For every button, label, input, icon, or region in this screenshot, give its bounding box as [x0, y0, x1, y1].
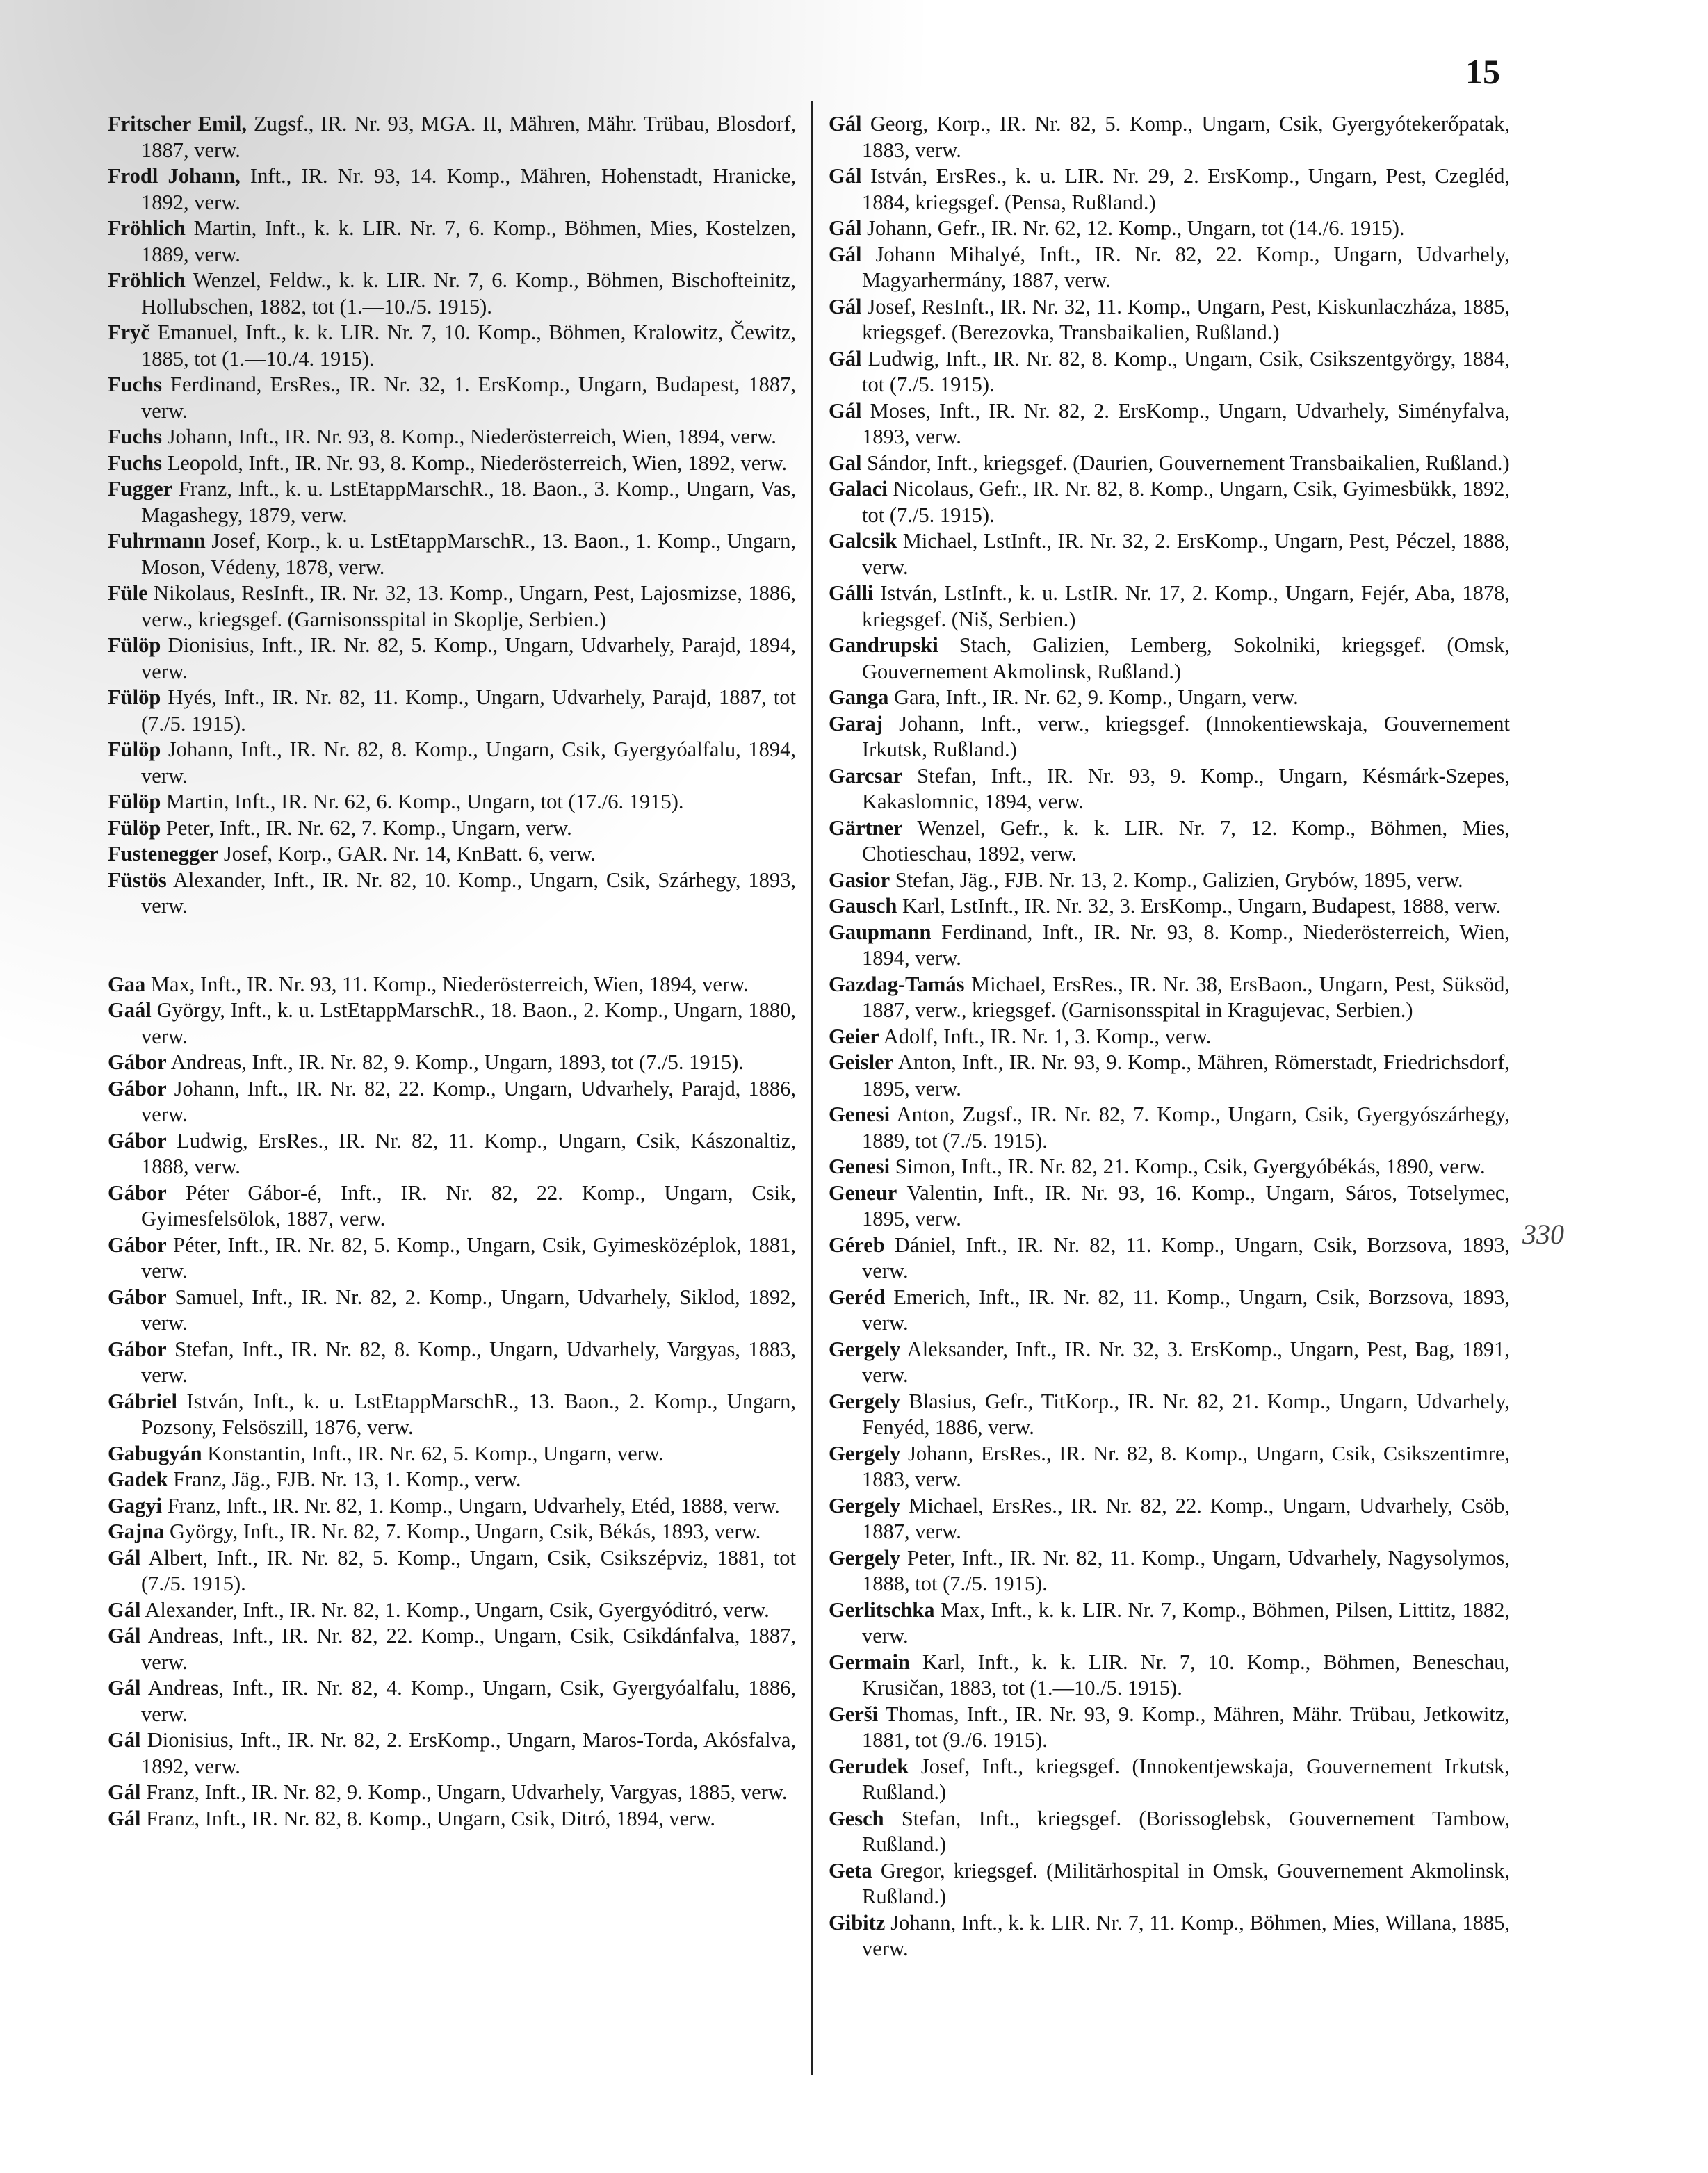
entry-details: Emerich, Inft., IR. Nr. 82, 11. Komp., Ungarn, Csik, Borzsova, 1893, verw.	[862, 1285, 1510, 1335]
list-entry	[829, 1232, 1510, 1285]
entry-surname: Fuchs	[108, 450, 162, 475]
entry-surname: Gál	[108, 1545, 141, 1570]
entry-details: György, Inft., IR. Nr. 82, 7. Komp., Ungarn, Csik, Békás, 1893, verw.	[164, 1520, 761, 1543]
entry-surname: Füstös	[108, 868, 167, 892]
list-entry	[108, 372, 796, 424]
entry-details: Stefan, Jäg., FJB. Nr. 13, 2. Komp., Galizien, Grybów, 1895, verw.	[890, 868, 1463, 892]
right-column	[829, 111, 1510, 1962]
entry-surname: Gábor	[108, 1050, 167, 1074]
entry-details: Aleksander, Inft., IR. Nr. 32, 3. ErsKomp., Ungarn, Pest, Bag, 1891, verw.	[862, 1337, 1510, 1387]
list-entry	[829, 815, 1510, 868]
list-entry	[829, 528, 1510, 580]
list-entry	[829, 450, 1510, 477]
list-entry	[829, 711, 1510, 763]
entry-surname: Gál	[108, 1806, 141, 1830]
entry-surname: Geisler	[829, 1050, 894, 1074]
entry-details: Inft., IR. Nr. 93, 14. Komp., Mähren, Hohenstadt, Hranicke, 1892, verw.	[141, 164, 796, 214]
entry-details: Ludwig, ErsRes., IR. Nr. 82, 11. Komp., Ungarn, Csik, Kászonaltiz, 1888, verw.	[141, 1128, 796, 1178]
list-entry	[108, 528, 796, 580]
list-entry	[829, 1024, 1510, 1050]
list-entry	[108, 868, 796, 920]
list-entry	[108, 1050, 796, 1076]
list-entry	[108, 1180, 796, 1232]
list-entry	[829, 893, 1510, 920]
entry-surname: Fuchs	[108, 373, 162, 396]
list-entry	[108, 1597, 796, 1624]
entry-surname: Gausch	[829, 894, 897, 918]
entry-details: Andreas, Inft., IR. Nr. 82, 22. Komp., Ungarn, Csik, Csikdánfalva, 1887, verw.	[140, 1624, 796, 1674]
entry-surname: Gál	[829, 294, 862, 318]
list-entry	[829, 1545, 1510, 1597]
list-entry	[108, 789, 796, 815]
entry-surname: Fülöp	[108, 815, 161, 840]
list-entry	[108, 1806, 796, 1832]
entry-details: Martin, Inft., IR. Nr. 62, 6. Komp., Ungarn, tot (17./6. 1915).	[161, 790, 684, 813]
list-entry	[829, 1102, 1510, 1154]
entry-surname: Gál	[829, 398, 862, 423]
entry-details: Ludwig, Inft., IR. Nr. 82, 8. Komp., Ungarn, Csik, Csikszentgyörgy, 1884, tot (7./5. 1915).	[861, 346, 1510, 396]
entry-details: Anton, Zugsf., IR. Nr. 82, 7. Komp., Ungarn, Csik, Gyergyószárhegy, 1889, tot (7./5. 1915).	[862, 1102, 1510, 1153]
entry-details: Johann, Inft., IR. Nr. 82, 8. Komp., Ungarn, Csik, Gyergyóalfalu, 1894, verw.	[141, 738, 796, 788]
list-entry	[108, 685, 796, 737]
list-entry	[829, 1493, 1510, 1545]
entry-details: Josef, Inft., kriegsgef. (Innokentjewskaja, Gouvernement Irkutsk, Rußland.)	[862, 1754, 1510, 1804]
entry-surname: Gábor	[108, 1180, 167, 1205]
entry-details: Josef, Korp., k. u. LstEtappMarschR., 13. Baon., 1. Komp., Ungarn, Moson, Védeny, 1878, verw.	[141, 529, 796, 579]
entry-details: Josef, Korp., GAR. Nr. 14, KnBatt. 6, verw.	[218, 842, 596, 865]
entry-details: Michael, ErsRes., IR. Nr. 82, 22. Komp., Ungarn, Udvarhely, Csöb, 1887, verw.	[862, 1493, 1510, 1543]
page-number: 15	[1465, 52, 1500, 91]
entry-details: István, Inft., k. u. LstEtappMarschR., 13. Baon., 2. Komp., Ungarn, Pozsony, Felsöszill, 1876, verw.	[141, 1389, 796, 1439]
entry-details: Adolf, Inft., IR. Nr. 1, 3. Komp., verw.	[879, 1024, 1212, 1048]
list-entry	[829, 1337, 1510, 1389]
entry-surname: Fugger	[108, 477, 173, 500]
entry-details: Johann, Gefr., IR. Nr. 62, 12. Komp., Ungarn, tot (14./6. 1915).	[861, 216, 1405, 240]
list-entry	[829, 1389, 1510, 1441]
entry-surname: Gergely	[829, 1441, 901, 1465]
entry-surname: Gábor	[108, 1285, 167, 1309]
entry-surname: Fryč	[108, 320, 150, 344]
list-entry	[108, 424, 796, 450]
list-entry	[829, 1441, 1510, 1493]
entry-surname: Füle	[108, 581, 148, 605]
entry-details: György, Inft., k. u. LstEtappMarschR., 18. Baon., 2. Komp., Ungarn, 1880, verw.	[141, 998, 796, 1048]
entry-surname: Geneur	[829, 1180, 897, 1205]
entry-surname: Gábor	[108, 1128, 167, 1153]
entry-surname: Gandrupski	[829, 633, 938, 657]
entry-surname: Gerudek	[829, 1754, 909, 1778]
list-entry	[829, 398, 1510, 450]
list-entry	[108, 998, 796, 1050]
entry-details: Gregor, kriegsgef. (Militärhospital in Omsk, Gouvernement Akmolinsk, Rußland.)	[862, 1858, 1510, 1908]
entry-details: Johann Mihalyé, Inft., IR. Nr. 82, 22. Komp., Ungarn, Udvarhely, Magyarhermány, 1887, verw.	[861, 242, 1510, 292]
entry-surname: Fritscher Emil,	[108, 112, 247, 136]
entry-details: Hyés, Inft., IR. Nr. 82, 11. Komp., Ungarn, Udvarhely, Parajd, 1887, tot (7./5. 1915).	[141, 685, 796, 735]
list-entry	[108, 1519, 796, 1545]
entry-surname: Géreb	[829, 1232, 885, 1257]
list-entry	[829, 580, 1510, 633]
entry-details: Moses, Inft., IR. Nr. 82, 2. ErsKomp., Ungarn, Udvarhely, Siményfalva, 1893, verw.	[861, 398, 1510, 448]
list-entry	[108, 737, 796, 789]
entry-details: Franz, Inft., IR. Nr. 82, 1. Komp., Ungarn, Udvarhely, Etéd, 1888, verw.	[161, 1493, 780, 1517]
entry-surname: Gasior	[829, 868, 890, 892]
entry-surname: Gál	[108, 1597, 141, 1622]
list-entry	[108, 1493, 796, 1520]
entry-details: Ferdinand, Inft., IR. Nr. 93, 8. Komp., Niederösterreich, Wien, 1894, verw.	[862, 920, 1510, 970]
entry-details: Franz, Inft., IR. Nr. 82, 9. Komp., Ungarn, Udvarhely, Vargyas, 1885, verw.	[140, 1780, 788, 1804]
entry-surname: Fülöp	[108, 685, 161, 709]
entry-surname: Geier	[829, 1024, 879, 1048]
entry-surname: Geta	[829, 1858, 872, 1882]
entry-details: Wenzel, Feldw., k. k. LIR. Nr. 7, 6. Komp., Böhmen, Bischofteinitz, Hollubschen, 1882, tot (1.—10./5. 1915).	[141, 268, 796, 318]
list-entry	[108, 1441, 796, 1467]
entry-surname: Fülöp	[108, 738, 161, 761]
entry-details: Stefan, Inft., IR. Nr. 82, 8. Komp., Ungarn, Udvarhely, Vargyas, 1883, verw.	[141, 1337, 796, 1387]
list-entry	[829, 476, 1510, 528]
list-entry	[108, 1337, 796, 1389]
list-entry	[108, 163, 796, 215]
entry-details: Blasius, Gefr., TitKorp., IR. Nr. 82, 21. Komp., Ungarn, Udvarhely, Fenyéd, 1886, verw.	[862, 1389, 1510, 1439]
entry-surname: Garaj	[829, 711, 883, 735]
entry-surname: Genesi	[829, 1102, 890, 1126]
entry-details: Gara, Inft., IR. Nr. 62, 9. Komp., Ungarn, verw.	[888, 685, 1299, 709]
list-entry	[829, 163, 1510, 215]
list-entry	[829, 346, 1510, 398]
entry-surname: Fröhlich	[108, 268, 186, 292]
list-entry	[108, 111, 796, 163]
list-entry	[829, 242, 1510, 294]
entry-details: Johann, Inft., verw., kriegsgef. (Innokentiewskaja, Gouvernement Irkutsk, Rußland.)	[862, 711, 1510, 761]
entry-surname: Gergely	[829, 1545, 901, 1570]
entry-surname: Gabugyán	[108, 1441, 202, 1465]
entry-surname: Gergely	[829, 1337, 901, 1361]
entry-surname: Genesi	[829, 1155, 890, 1178]
list-entry	[108, 815, 796, 842]
list-entry	[829, 294, 1510, 346]
entry-details: Stefan, Inft., IR. Nr. 93, 9. Komp., Ungarn, Késmárk-Szepes, Kakaslomnic, 1894, verw.	[862, 763, 1510, 813]
section-gap	[108, 920, 796, 972]
entry-details: Nikolaus, ResInft., IR. Nr. 32, 13. Komp., Ungarn, Pest, Lajosmizse, 1886, verw., kriegsgef. (Garnisonsspital in Skoplje, Serbien.)	[141, 581, 796, 631]
entry-details: Emanuel, Inft., k. k. LIR. Nr. 7, 10. Komp., Böhmen, Kralowitz, Čewitz, 1885, tot (1.—10./4. 1915).	[141, 320, 796, 371]
entry-details: Albert, Inft., IR. Nr. 82, 5. Komp., Ungarn, Csik, Csikszépviz, 1881, tot (7./5. 1915).	[140, 1545, 796, 1595]
entry-details: Zugsf., IR. Nr. 93, MGA. II, Mähren, Mähr. Trübau, Blosdorf, 1887, verw.	[141, 112, 797, 162]
entry-surname: Ganga	[829, 685, 889, 709]
list-entry	[108, 1467, 796, 1493]
list-entry	[108, 1285, 796, 1337]
entry-surname: Gaa	[108, 972, 146, 996]
entry-surname: Fröhlich	[108, 216, 186, 240]
entry-details: Martin, Inft., k. k. LIR. Nr. 7, 6. Komp., Böhmen, Mies, Kostelzen, 1889, verw.	[141, 216, 796, 266]
entry-details: Dionisius, Inft., IR. Nr. 82, 2. ErsKomp., Ungarn, Maros-Torda, Akósfalva, 1892, verw.	[140, 1728, 796, 1778]
list-entry	[108, 841, 796, 868]
list-entry	[829, 868, 1510, 894]
entry-surname: Geréd	[829, 1285, 886, 1309]
entry-surname: Fuchs	[108, 425, 162, 448]
list-entry	[108, 580, 796, 633]
list-entry	[108, 476, 796, 528]
list-entry	[108, 1623, 796, 1675]
entry-surname: Fülöp	[108, 633, 161, 657]
entry-details: Alexander, Inft., IR. Nr. 82, 10. Komp., Ungarn, Csik, Szárhegy, 1893, verw.	[141, 868, 796, 918]
entry-details: Sándor, Inft., kriegsgef. (Daurien, Gouvernement Transbaikalien, Rußland.)	[861, 450, 1510, 475]
entry-surname: Gál	[829, 112, 862, 136]
list-entry	[829, 1050, 1510, 1102]
entry-surname: Gergely	[829, 1389, 901, 1413]
entry-details: Thomas, Inft., IR. Nr. 93, 9. Komp., Mähren, Mähr. Trübau, Jetkowitz, 1881, tot (9./6. 1915).	[862, 1702, 1510, 1752]
entry-surname: Gergely	[829, 1493, 901, 1517]
list-entry	[108, 1727, 796, 1780]
entry-details: Franz, Inft., k. u. LstEtappMarschR., 18. Baon., 3. Komp., Ungarn, Vas, Magashegy, 1879, verw.	[141, 477, 796, 527]
list-entry	[829, 1180, 1510, 1232]
entry-details: Josef, ResInft., IR. Nr. 32, 11. Komp., Ungarn, Pest, Kiskunlaczháza, 1885, kriegsgef. (Berezovka, Transbaikalien, Rußland.)	[861, 294, 1510, 344]
entry-surname: Gál	[829, 164, 862, 188]
list-entry	[829, 1702, 1510, 1754]
entry-details: Stefan, Inft., kriegsgef. (Borissoglebsk, Gouvernement Tambow, Rußland.)	[862, 1806, 1510, 1856]
list-entry	[108, 1076, 796, 1128]
entry-surname: Gál	[829, 242, 862, 266]
list-entry	[829, 215, 1510, 242]
entry-details: Karl, LstInft., IR. Nr. 32, 3. ErsKomp., Ungarn, Budapest, 1888, verw.	[897, 894, 1502, 918]
entry-surname: Gajna	[108, 1520, 165, 1543]
entry-surname: Gál	[108, 1780, 141, 1804]
entry-details: Peter, Inft., IR. Nr. 82, 11. Komp., Ungarn, Udvarhely, Nagysolymos, 1888, tot (7./5. 1915).	[862, 1545, 1510, 1595]
list-entry	[108, 215, 796, 268]
entry-surname: Garcsar	[829, 763, 903, 788]
list-entry	[829, 1650, 1510, 1702]
left-column	[108, 111, 796, 1832]
list-entry	[829, 111, 1510, 163]
entry-details: Dionisius, Inft., IR. Nr. 82, 5. Komp., Ungarn, Udvarhely, Parajd, 1894, verw.	[141, 633, 796, 683]
entry-surname: Fuhrmann	[108, 529, 206, 553]
entry-surname: Gerši	[829, 1702, 879, 1726]
entry-surname: Gaál	[108, 998, 152, 1022]
list-entry	[829, 1597, 1510, 1650]
entry-surname: Gesch	[829, 1806, 884, 1830]
entry-details: Karl, Inft., k. k. LIR. Nr. 7, 10. Komp., Böhmen, Beneschau, Krusičan, 1883, tot (1.—10./5. 1915).	[862, 1650, 1510, 1700]
list-entry	[108, 972, 796, 998]
entry-details: Nicolaus, Gefr., IR. Nr. 82, 8. Komp., Ungarn, Csik, Gyimesbükk, 1892, tot (7./5. 1915).	[862, 477, 1510, 527]
list-entry	[829, 1285, 1510, 1337]
entry-details: Péter Gábor-é, Inft., IR. Nr. 82, 22. Komp., Ungarn, Csik, Gyimesfelsölok, 1887, verw.	[141, 1180, 796, 1230]
entry-surname: Frodl Johann,	[108, 164, 241, 188]
list-entry	[108, 268, 796, 320]
entry-surname: Gábriel	[108, 1389, 177, 1413]
entry-details: Anton, Inft., IR. Nr. 93, 9. Komp., Mähren, Römerstadt, Friedrichsdorf, 1895, verw.	[862, 1050, 1510, 1100]
list-entry	[108, 1389, 796, 1441]
list-entry	[829, 763, 1510, 815]
list-entry	[108, 450, 796, 477]
list-entry	[108, 633, 796, 685]
entry-details: Valentin, Inft., IR. Nr. 93, 16. Komp., Ungarn, Sáros, Totselymec, 1895, verw.	[862, 1180, 1510, 1230]
entry-details: Stach, Galizien, Lemberg, Sokolniki, kriegsgef. (Omsk, Gouvernement Akmolinsk, Rußland.)	[862, 633, 1510, 683]
entry-details: Johann, Inft., IR. Nr. 93, 8. Komp., Niederösterreich, Wien, 1894, verw.	[161, 425, 776, 448]
entry-details: Leopold, Inft., IR. Nr. 93, 8. Komp., Niederösterreich, Wien, 1892, verw.	[161, 450, 788, 475]
entry-details: Peter, Inft., IR. Nr. 62, 7. Komp., Ungarn, verw.	[161, 815, 572, 840]
entry-surname: Gálli	[829, 581, 874, 605]
entry-surname: Gal	[829, 450, 862, 475]
entry-details: Alexander, Inft., IR. Nr. 82, 1. Komp., Ungarn, Csik, Gyergyóditró, verw.	[140, 1597, 770, 1622]
list-entry	[829, 1806, 1510, 1858]
entry-details: Dániel, Inft., IR. Nr. 82, 11. Komp., Ungarn, Csik, Borzsova, 1893, verw.	[862, 1232, 1510, 1283]
entry-details: Michael, LstInft., IR. Nr. 32, 2. ErsKomp., Ungarn, Pest, Péczel, 1888, verw.	[862, 529, 1510, 579]
entry-details: Franz, Jäg., FJB. Nr. 13, 1. Komp., verw.	[168, 1467, 521, 1491]
entry-details: Johann, Inft., k. k. LIR. Nr. 7, 11. Komp., Böhmen, Mies, Willana, 1885, verw.	[862, 1910, 1510, 1960]
list-entry	[108, 1545, 796, 1597]
entry-details: Andreas, Inft., IR. Nr. 82, 4. Komp., Ungarn, Csik, Gyergyóalfalu, 1886, verw.	[140, 1676, 796, 1726]
entry-details: Max, Inft., k. k. LIR. Nr. 7, Komp., Böhmen, Pilsen, Littitz, 1882, verw.	[862, 1597, 1510, 1647]
list-entry	[108, 1128, 796, 1180]
entry-surname: Gábor	[108, 1232, 167, 1257]
entry-surname: Gál	[108, 1728, 141, 1752]
entry-surname: Gábor	[108, 1076, 167, 1100]
list-entry	[829, 685, 1510, 711]
entry-surname: Gál	[108, 1676, 141, 1700]
entry-details: Andreas, Inft., IR. Nr. 82, 9. Komp., Ungarn, 1893, tot (7./5. 1915).	[166, 1050, 744, 1074]
list-entry	[829, 1154, 1510, 1180]
entry-details: Péter, Inft., IR. Nr. 82, 5. Komp., Ungarn, Csik, Gyimesközéplok, 1881, verw.	[141, 1232, 796, 1283]
entry-details: István, LstInft., k. u. LstIR. Nr. 17, 2. Komp., Ungarn, Fejér, Aba, 1878, kriegsgef. (Niš, Serbien.)	[862, 581, 1510, 631]
list-entry	[108, 1232, 796, 1285]
column-divider	[811, 101, 813, 2075]
list-entry	[829, 1910, 1510, 1962]
entry-surname: Gál	[829, 346, 862, 371]
entry-surname: Gibitz	[829, 1910, 886, 1935]
entry-surname: Gazdag-Tamás	[829, 972, 965, 996]
entry-details: Simon, Inft., IR. Nr. 82, 21. Komp., Csik, Gyergyóbékás, 1890, verw.	[890, 1155, 1486, 1178]
list-entry	[829, 972, 1510, 1024]
entry-surname: Fülöp	[108, 790, 161, 813]
entry-details: Georg, Korp., IR. Nr. 82, 5. Komp., Ungarn, Csik, Gyergyótekerőpatak, 1883, verw.	[861, 112, 1510, 162]
margin-note: 330	[1522, 1219, 1564, 1250]
entry-details: Johann, Inft., IR. Nr. 82, 22. Komp., Ungarn, Udvarhely, Parajd, 1886, verw.	[141, 1076, 796, 1126]
entry-details: Konstantin, Inft., IR. Nr. 62, 5. Komp., Ungarn, verw.	[202, 1441, 664, 1465]
entry-details: István, ErsRes., k. u. LIR. Nr. 29, 2. ErsKomp., Ungarn, Pest, Czegléd, 1884, kriegsgef. (Pensa, Rußland.)	[861, 164, 1510, 214]
entry-surname: Gerlitschka	[829, 1597, 935, 1622]
entry-details: Max, Inft., IR. Nr. 93, 11. Komp., Niederösterreich, Wien, 1894, verw.	[145, 972, 749, 996]
list-entry	[829, 1858, 1510, 1910]
entry-surname: Gaupmann	[829, 920, 932, 944]
entry-details: Samuel, Inft., IR. Nr. 82, 2. Komp., Ungarn, Udvarhely, Siklod, 1892, verw.	[141, 1285, 796, 1335]
list-entry	[108, 1675, 796, 1727]
entry-surname: Gábor	[108, 1337, 167, 1361]
list-entry	[108, 320, 796, 372]
entry-surname: Galaci	[829, 477, 888, 500]
entry-details: Michael, ErsRes., IR. Nr. 38, ErsBaon., Ungarn, Pest, Süksöd, 1887, verw., kriegsgef. (Garnisonsspital in Kragujevac, Serbien.)	[862, 972, 1510, 1022]
entry-surname: Gál	[108, 1624, 141, 1647]
list-entry	[829, 633, 1510, 685]
entry-surname: Gagyi	[108, 1493, 162, 1517]
entry-details: Wenzel, Gefr., k. k. LIR. Nr. 7, 12. Komp., Böhmen, Mies, Chotieschau, 1892, verw.	[862, 815, 1510, 865]
entry-surname: Galcsik	[829, 529, 897, 553]
entry-details: Ferdinand, ErsRes., IR. Nr. 32, 1. ErsKomp., Ungarn, Budapest, 1887, verw.	[141, 373, 796, 423]
list-entry	[108, 1780, 796, 1806]
entry-surname: Fustenegger	[108, 842, 219, 865]
entry-details: Franz, Inft., IR. Nr. 82, 8. Komp., Ungarn, Csik, Ditró, 1894, verw.	[140, 1806, 715, 1830]
entry-details: Johann, ErsRes., IR. Nr. 82, 8. Komp., Ungarn, Csik, Csikszentimre, 1883, verw.	[862, 1441, 1510, 1491]
list-entry	[829, 1754, 1510, 1806]
entry-surname: Germain	[829, 1650, 910, 1674]
entry-surname: Gál	[829, 216, 862, 240]
entry-surname: Gärtner	[829, 815, 903, 840]
list-entry	[829, 920, 1510, 972]
entry-surname: Gadek	[108, 1467, 168, 1491]
